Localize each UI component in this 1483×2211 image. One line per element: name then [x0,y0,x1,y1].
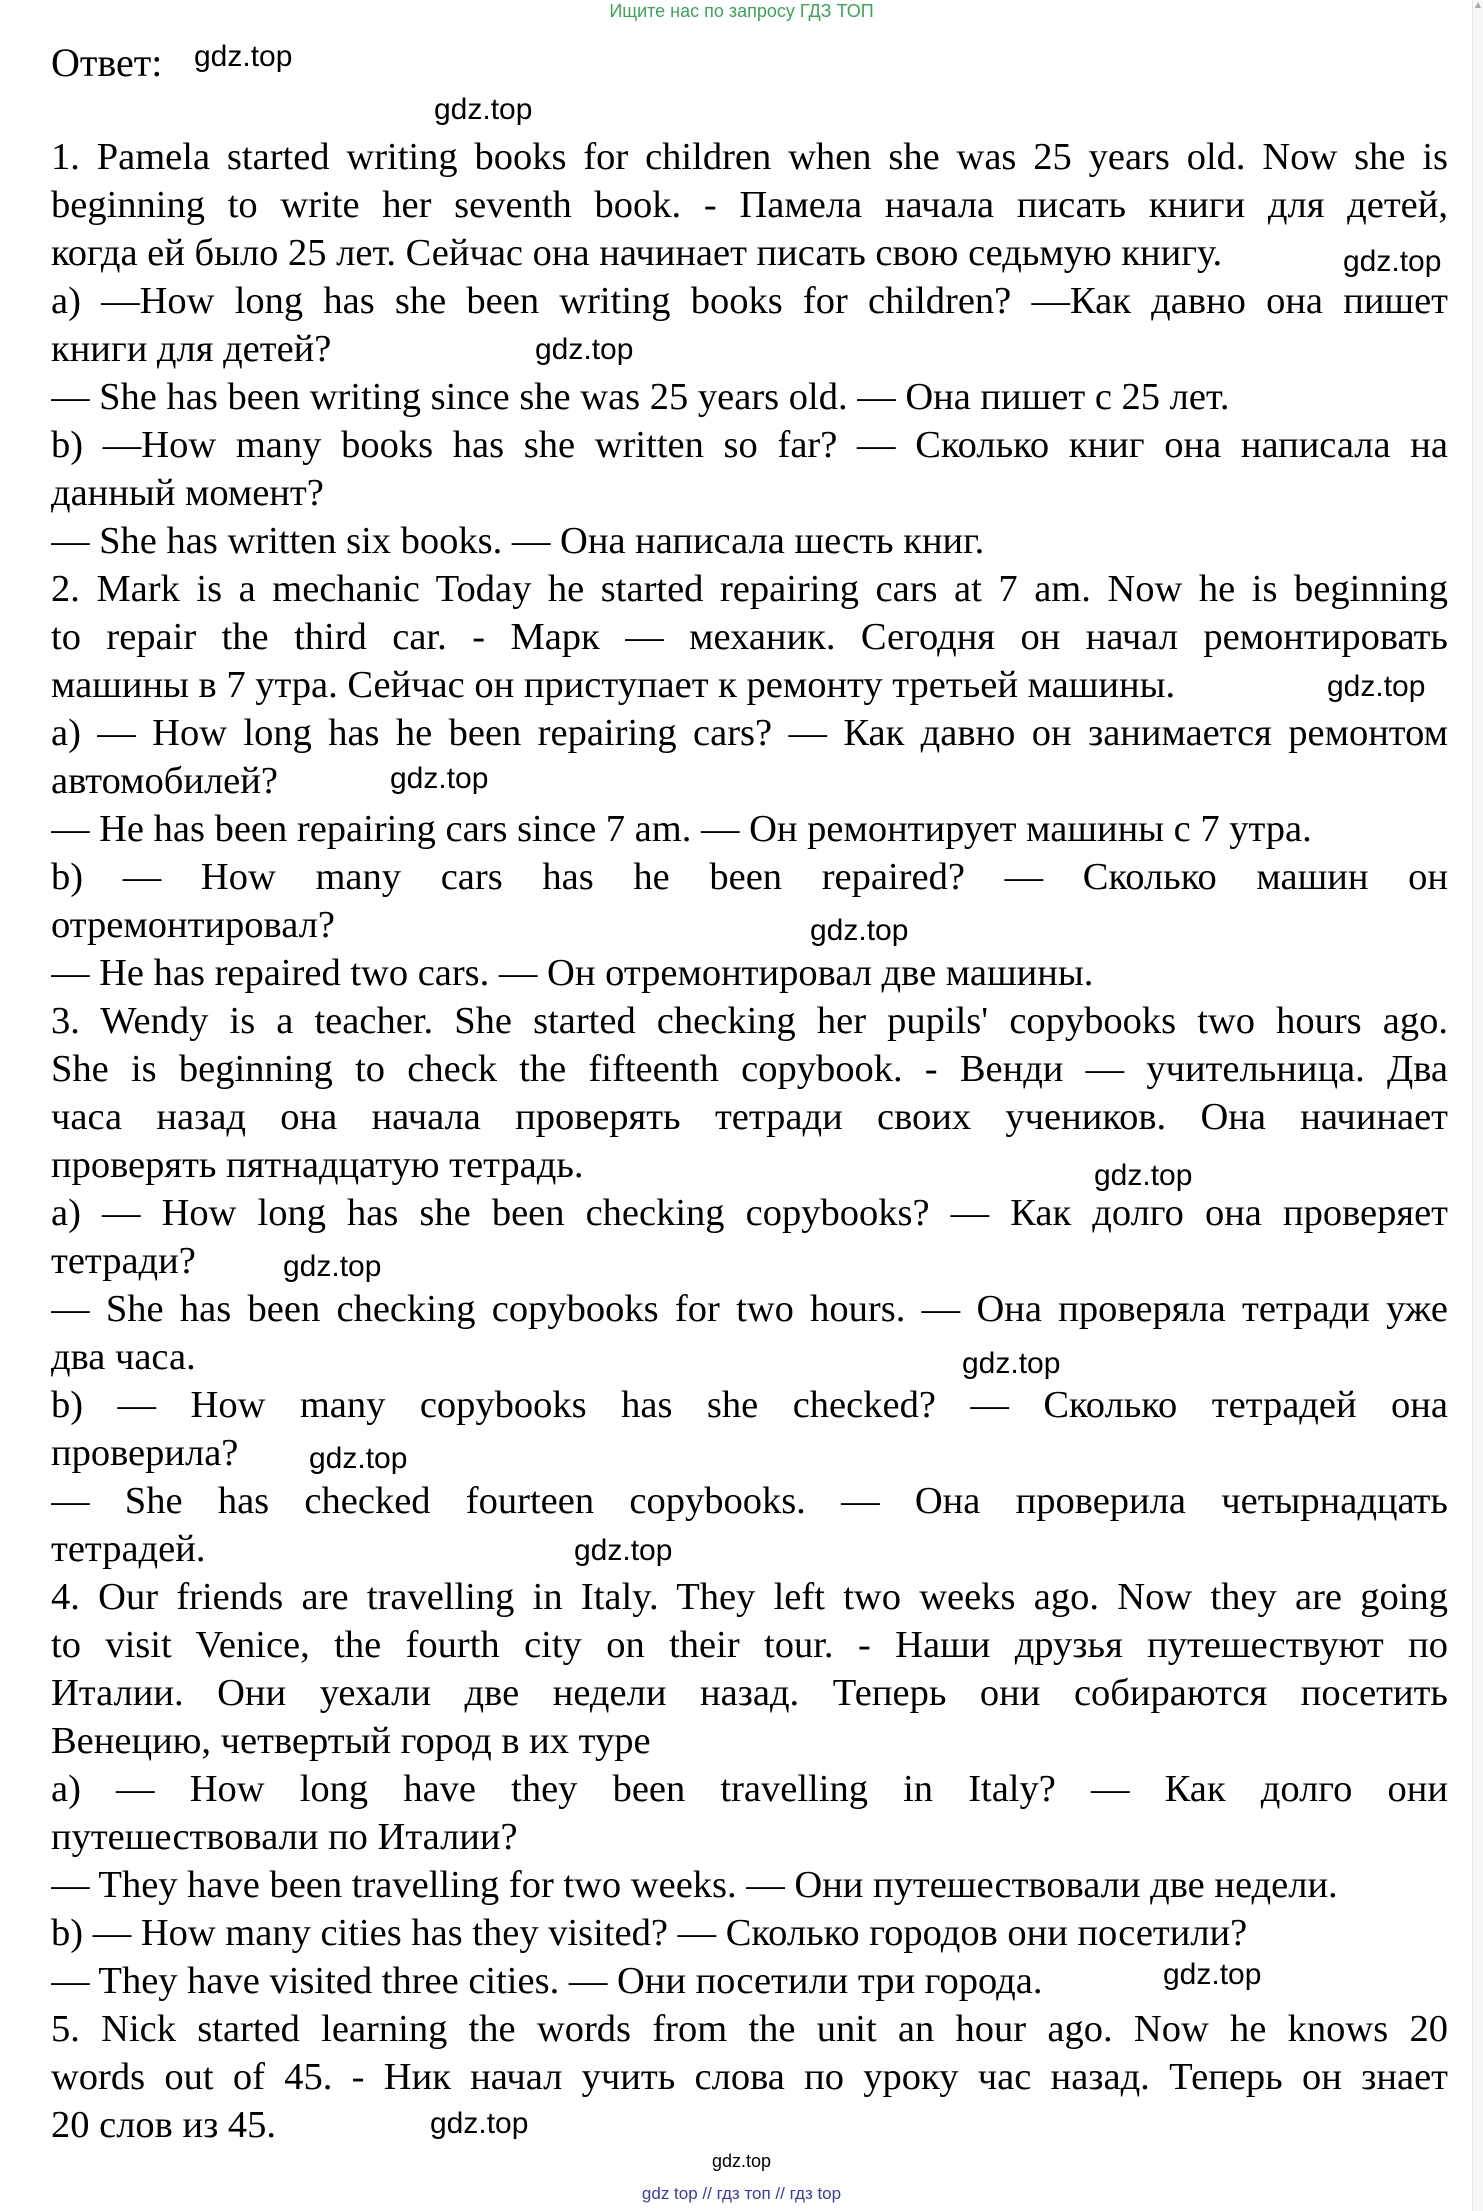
text-line: beginning to write her seventh book. - Памела начала писать книги для детей, [51,184,1448,226]
answer-label: Ответ: [51,40,163,85]
watermark: gdz.top [810,914,909,947]
watermark: gdz.top [574,1534,673,1567]
scroll-up-arrow-icon[interactable]: ▲ [1474,0,1482,9]
text-line: b) —How many books has she written so far? — Сколько книг она написала на [51,424,1448,466]
text-line: to visit Venice, the fourth city on their tour. - Наши друзья путешествуют по [51,1624,1448,1666]
text-line: She is beginning to check the fifteenth copybook. - Венди — учительница. Два [51,1048,1448,1090]
answer-text [51,133,1448,2149]
text-line: часа назад она начала проверять тетради своих учеников. Она начинает [51,1096,1448,1138]
text-line: данный момент? [51,472,324,514]
text-line: проверила? [51,1432,239,1474]
watermark: gdz.top [309,1442,408,1475]
watermark: gdz.top [1163,1958,1262,1991]
text-line: — They have been travelling for two weeks. — Они путешествовали две недели. [51,1864,1338,1906]
footer-links[interactable]: gdz top // гдз топ // гдз top [641,2184,842,2203]
watermark: gdz.top [1094,1159,1193,1192]
text-line: a) —How long has she been writing books for children? —Как давно она пишет [51,280,1448,322]
text-line: a) — How long has he been repairing cars? — Как давно он занимается ремонтом [51,712,1448,754]
text-line: b) — How many cities has they visited? — Сколько городов они посетили? [51,1912,1248,1954]
text-line: b) — How many copybooks has she checked? — Сколько тетрадей она [51,1384,1448,1426]
text-line: путешествовали по Италии? [51,1816,518,1858]
text-line: автомобилей? [51,760,278,802]
text-line: 20 слов из 45. [51,2104,277,2146]
text-line: — She has checked fourteen copybooks. — Она проверила четырнадцать [51,1480,1448,1522]
watermark: gdz.top [535,333,634,366]
text-line: — They have visited three cities. — Они посетили три города. [51,1960,1043,2002]
watermark: gdz.top [390,762,489,795]
text-line: 4. Our friends are travelling in Italy. They left two weeks ago. Now they are going [51,1576,1448,1618]
text-line: 5. Nick started learning the words from the unit an hour ago. Now he knows 20 [51,2008,1448,2050]
watermark: gdz.top [283,1250,382,1283]
text-line: когда ей было 25 лет. Сейчас она начинает писать свою седьмую книгу. [51,232,1223,274]
text-line: два часа. [51,1336,196,1378]
text-line: 1. Pamela started writing books for children when she was 25 years old. Now she is [51,136,1448,178]
scrollbar[interactable] [1472,0,1483,2211]
text-line: words out of 45. - Ник начал учить слова по уроку час назад. Теперь он знает [51,2056,1448,2098]
text-line: отремонтировал? [51,904,335,946]
watermark: gdz.top [1343,245,1442,278]
text-line: Венецию, четвертый город в их туре [51,1720,651,1762]
watermark: gdz.top [434,93,533,126]
text-line: — She has been checking copybooks for two hours. — Она проверяла тетради уже [51,1288,1448,1330]
text-line: проверять пятнадцатую тетрадь. [51,1144,584,1186]
text-line: 2. Mark is a mechanic Today he started repairing cars at 7 am. Now he is beginning [51,568,1448,610]
top-banner[interactable]: Ищите нас по запросу ГДЗ ТОП [609,1,874,21]
text-line: — She has written six books. — Она написала шесть книг. [51,520,985,562]
text-line: Италии. Они уехали две недели назад. Теперь они собираются посетить [51,1672,1448,1714]
text-line: to repair the third car. - Марк — механик. Сегодня он начал ремонтировать [51,616,1448,658]
text-line: — She has been writing since she was 25 years old. — Она пишет с 25 лет. [51,376,1230,418]
text-line: — He has repaired two cars. — Он отремонтировал две машины. [51,952,1094,994]
footer-watermark: gdz.top [711,2151,772,2171]
text-line: тетради? [51,1240,196,1282]
text-line: тетрадей. [51,1528,206,1570]
watermark: gdz.top [430,2107,529,2140]
text-line: b) — How many cars has he been repaired? — Сколько машин он [51,856,1448,898]
text-line: 3. Wendy is a teacher. She started checking her pupils' copybooks two hours ago. [51,1000,1448,1042]
text-line: книги для детей? [51,328,332,370]
watermark: gdz.top [194,40,293,73]
text-line: a) — How long has she been checking copybooks? — Как долго она проверяет [51,1192,1448,1234]
watermark: gdz.top [1327,670,1426,703]
text-line: машины в 7 утра. Сейчас он приступает к ремонту третьей машины. [51,664,1176,706]
watermark: gdz.top [962,1347,1061,1380]
text-line: — He has been repairing cars since 7 am. — Он ремонтирует машины с 7 утра. [51,808,1312,850]
text-line: a) — How long have they been travelling in Italy? — Как долго они [51,1768,1448,1810]
